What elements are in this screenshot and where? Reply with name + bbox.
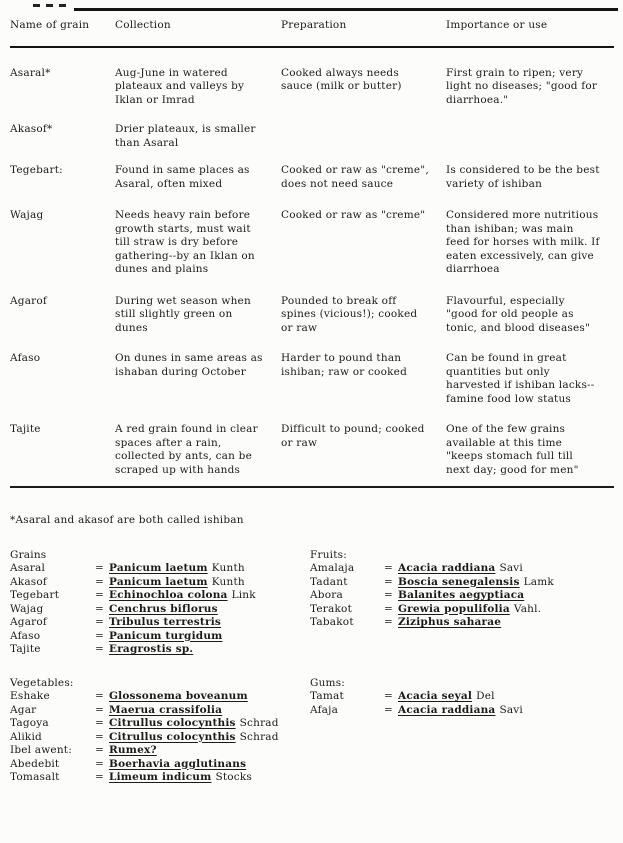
- table-row: [10, 352, 614, 406]
- grain-preparation: Cooked or raw as "creme": [281, 209, 426, 221]
- local-name: Abora: [310, 589, 343, 601]
- grain-name: Akasof*: [10, 123, 53, 135]
- glossary-title: Fruits:: [310, 548, 347, 561]
- species-authority: Schrad: [239, 730, 279, 743]
- species-authority: Lamk: [523, 575, 554, 588]
- glossary-entry: [10, 704, 310, 718]
- local-name: Wajag: [10, 602, 44, 615]
- glossary-entry: [10, 690, 310, 704]
- local-name: Agarof: [10, 616, 47, 628]
- grain-name: Wajag: [10, 209, 44, 221]
- glossary-entry: [10, 731, 310, 745]
- species-name: Grewia populifolia: [398, 602, 510, 615]
- species-name: Acacia raddiana: [398, 562, 496, 574]
- glossary: [10, 549, 614, 785]
- species-name: Eragrostis sp.: [109, 643, 194, 655]
- column-header-preparation: Preparation: [281, 19, 347, 31]
- glossary-grains: [10, 549, 310, 657]
- equals-sign: =: [95, 757, 104, 770]
- grain-importance: First grain to ripen; very light no diseases; "good for diarrhoea.": [446, 66, 598, 106]
- grain-preparation: Cooked or raw as "creme", does not need sauce: [281, 164, 429, 190]
- grain-preparation: Difficult to pound; cooked or raw: [281, 423, 425, 449]
- glossary-entry: [10, 616, 310, 630]
- footnote: *Asaral and akasof are both called ishiban: [10, 514, 244, 526]
- glossary-entry: [310, 603, 614, 617]
- grain-collection: Found in same places as Asaral, often mixed: [115, 164, 250, 190]
- species-authority: Vahl.: [513, 602, 542, 615]
- table-body: [10, 48, 614, 478]
- grain-collection: During wet season when still slightly green on dunes: [115, 294, 251, 334]
- equals-sign: =: [384, 690, 393, 702]
- grain-name: Tegebart:: [10, 164, 63, 176]
- grain-importance: Can be found in great quantities but only harvested if ishiban lacks--famine food low status: [446, 352, 595, 405]
- grain-importance: [446, 123, 614, 150]
- species-authority: Link: [231, 589, 256, 601]
- grain-collection: Drier plateaux, is smaller than Asaral: [115, 123, 256, 149]
- glossary-entry: [10, 589, 310, 603]
- species-name: Acacia seyal: [398, 690, 473, 702]
- grain-name: Afaso: [10, 352, 41, 364]
- grain-collection: On dunes in same areas as ishaban during October: [115, 352, 263, 378]
- equals-sign: =: [95, 629, 104, 642]
- equals-sign: =: [95, 602, 104, 615]
- grain-collection: Needs heavy rain before growth starts, must wait till straw is dry before gathering--by an Iklan on dunes and plains: [115, 209, 255, 275]
- table-header-row: [10, 19, 614, 33]
- local-name: Tomasalt: [10, 771, 60, 783]
- glossary-entry: [310, 576, 614, 590]
- glossary-title: Grains: [10, 548, 47, 561]
- species-name: Ziziphus saharae: [398, 616, 502, 628]
- grain-name: Asaral*: [10, 66, 51, 79]
- species-name: Panicum laetum: [109, 575, 208, 588]
- species-name: Panicum turgidum: [109, 629, 223, 642]
- species-authority: Savi: [499, 562, 523, 574]
- glossary-title: Gums:: [310, 676, 346, 689]
- local-name: Alikid: [10, 730, 42, 743]
- species-authority: Savi: [499, 703, 523, 716]
- equals-sign: =: [384, 562, 393, 574]
- equals-sign: =: [95, 616, 104, 628]
- glossary-entry: [10, 771, 310, 785]
- species-name: Limeum indicum: [109, 771, 212, 783]
- local-name: Akasof: [10, 575, 48, 588]
- local-name: Afaja: [310, 703, 339, 716]
- species-name: Acacia raddiana: [398, 703, 496, 716]
- equals-sign: =: [384, 575, 393, 588]
- species-name: Citrullus colocynthis: [109, 717, 236, 729]
- species-name: Panicum laetum: [109, 562, 208, 574]
- glossary-entry: [10, 643, 310, 657]
- table-row: [10, 295, 614, 336]
- local-name: Agar: [10, 703, 37, 716]
- local-name: Tagoya: [10, 717, 49, 729]
- local-name: Amalaja: [310, 562, 355, 574]
- column-header-importance: Importance or use: [446, 19, 548, 31]
- grain-name: Tajite: [10, 423, 41, 435]
- glossary-entry: [10, 744, 310, 758]
- glossary-entry: [310, 616, 614, 630]
- glossary-entry: [10, 576, 310, 590]
- equals-sign: =: [95, 589, 104, 601]
- species-name: Balanites aegyptiaca: [398, 589, 525, 601]
- glossary-entry: [310, 690, 614, 704]
- column-header-name: Name of grain: [10, 19, 90, 31]
- glossary-title: Vegetables:: [10, 676, 74, 689]
- grain-preparation: [281, 123, 446, 150]
- local-name: Abedebit: [10, 757, 60, 770]
- local-name: Asaral: [10, 562, 46, 574]
- grain-collection: Aug-June in watered plateaux and valleys by Iklan or Imrad: [115, 66, 245, 106]
- grain-name: Agarof: [10, 294, 47, 307]
- grain-preparation: Pounded to break off spines (vicious!); cooked or raw: [281, 294, 418, 334]
- species-name: Tribulus terrestris: [109, 616, 222, 628]
- grain-preparation: Cooked always needs sauce (milk or butter): [281, 66, 402, 92]
- local-name: Afaso: [10, 629, 41, 642]
- glossary-fruits: [310, 549, 614, 657]
- local-name: Tabakot: [310, 616, 354, 628]
- equals-sign: =: [95, 562, 104, 574]
- equals-sign: =: [95, 643, 104, 655]
- table-row: [10, 209, 614, 277]
- grain-table: [10, 0, 614, 488]
- equals-sign: =: [95, 717, 104, 729]
- glossary-entry: [310, 562, 614, 576]
- local-name: Tajite: [10, 643, 41, 655]
- species-authority: Kunth: [211, 575, 245, 588]
- local-name: Eshake: [10, 690, 50, 702]
- local-name: Terakot: [310, 602, 352, 615]
- glossary-entry: [310, 704, 614, 718]
- equals-sign: =: [384, 703, 393, 716]
- grain-importance: One of the few grains available at this time "keeps stomach full till next day; good for men": [446, 423, 579, 476]
- species-name: Boscia senegalensis: [398, 575, 520, 588]
- grain-importance: Is considered to be the best variety of ishiban: [446, 164, 600, 190]
- table-row: [10, 164, 614, 191]
- glossary-entry: [310, 589, 614, 603]
- grain-collection: A red grain found in clear spaces after a rain, collected by ants, can be scraped up with hands: [115, 423, 258, 476]
- glossary-vegetables: [10, 677, 310, 785]
- species-name: Citrullus colocynthis: [109, 730, 236, 743]
- glossary-gums: [310, 677, 614, 785]
- table-row: [10, 123, 614, 150]
- glossary-entry: [10, 562, 310, 576]
- species-authority: Schrad: [239, 717, 279, 729]
- grain-importance: Flavourful, especially "good for old people as tonic, and blood diseases": [446, 294, 591, 334]
- column-header-collection: Collection: [115, 19, 171, 31]
- glossary-entry: [10, 758, 310, 772]
- grain-preparation: Harder to pound than ishiban; raw or cooked: [281, 352, 407, 378]
- species-name: Glossonema boveanum: [109, 690, 248, 702]
- grain-importance: Considered more nutritious than ishiban; was main feed for horses with milk. If eaten excessively, can give diarrhoea: [446, 209, 600, 275]
- glossary-entry: [10, 630, 310, 644]
- table-bottom-rule: [10, 486, 614, 488]
- species-authority: Del: [476, 690, 495, 702]
- species-name: Maerua crassifolia: [109, 703, 223, 716]
- species-name: Cenchrus biflorus: [109, 602, 218, 615]
- table-row: [10, 423, 614, 477]
- table-row: [10, 67, 614, 108]
- equals-sign: =: [384, 616, 393, 628]
- equals-sign: =: [95, 744, 104, 756]
- equals-sign: =: [384, 602, 393, 615]
- species-name: Echinochloa colona: [109, 589, 228, 601]
- species-name: Rumex?: [109, 744, 157, 756]
- species-authority: Kunth: [211, 562, 245, 574]
- equals-sign: =: [95, 690, 104, 702]
- species-authority: Stocks: [215, 771, 253, 783]
- local-name: Ibel awent:: [10, 744, 72, 756]
- local-name: Tamat: [310, 690, 344, 702]
- equals-sign: =: [95, 771, 104, 783]
- equals-sign: =: [95, 703, 104, 716]
- equals-sign: =: [384, 589, 393, 601]
- glossary-entry: [10, 603, 310, 617]
- local-name: Tadant: [310, 575, 348, 588]
- equals-sign: =: [95, 575, 104, 588]
- equals-sign: =: [95, 730, 104, 743]
- glossary-entry: [10, 717, 310, 731]
- species-name: Boerhavia agglutinans: [109, 757, 247, 770]
- local-name: Tegebart: [10, 589, 60, 601]
